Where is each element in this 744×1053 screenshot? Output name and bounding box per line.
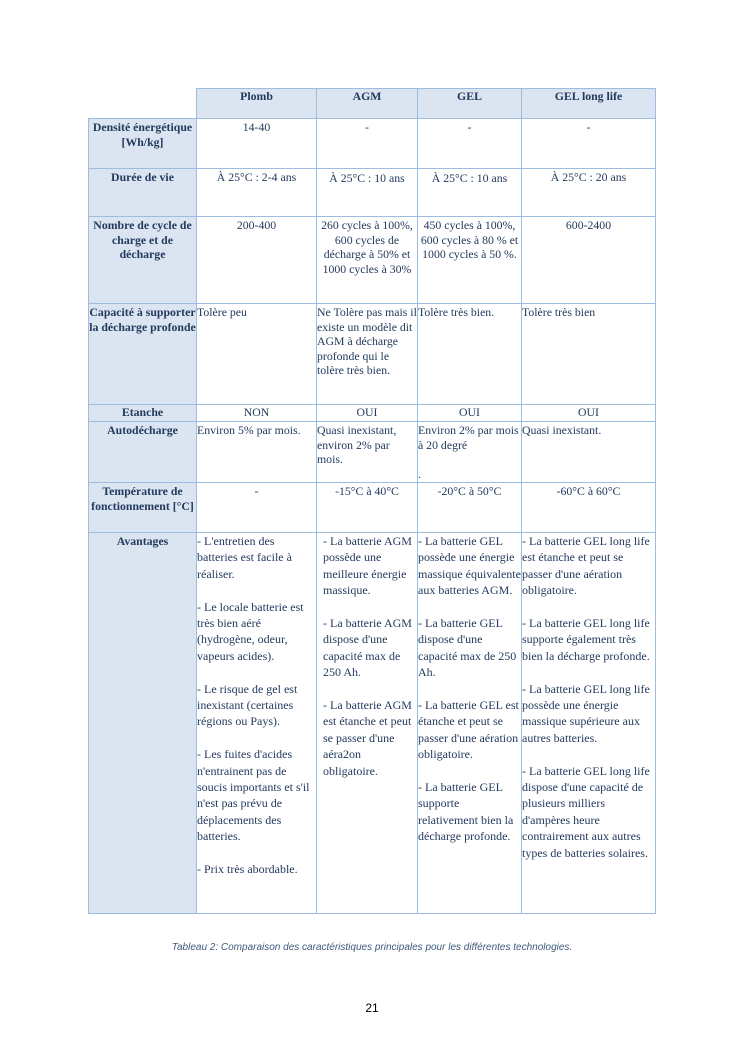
cell-capacite-plomb: Tolère peu — [197, 304, 317, 405]
row-capacite — [89, 304, 656, 405]
cell-etanche-gel: OUI — [418, 405, 522, 422]
cell-duree-agm: À 25°C : 10 ans — [317, 169, 418, 217]
row-label-capacite: Capacité à supporter la décharge profonde — [89, 304, 197, 405]
cell-capacite-gel: Tolère très bien. — [418, 304, 522, 405]
column-header-agm: AGM — [317, 89, 418, 119]
advantage-item: - Le risque de gel est inexistant (certaines régions ou Pays). — [197, 681, 298, 729]
column-header-plomb: Plomb — [197, 89, 317, 119]
advantage-item: - Prix très abordable. — [197, 862, 298, 877]
advantage-item: - La batterie AGM possède une meilleure énergie massique. — [323, 534, 412, 598]
row-temperature — [89, 483, 656, 533]
row-autodecharge — [89, 422, 656, 483]
cell-densite-gel-long-life: - — [522, 119, 656, 169]
cell-capacite-gel-long-life: Tolère très bien — [522, 304, 656, 405]
cell-avantages-agm — [317, 533, 418, 914]
advantage-item: - La batterie AGM dispose d'une capacité max de 250 Ah. — [323, 616, 412, 680]
row-label-etanche: Etanche — [89, 405, 197, 422]
advantage-item: - La batterie GEL dispose d'une capacité max de 250 Ah. — [418, 616, 517, 680]
column-header-gel: GEL — [418, 89, 522, 119]
cell-autodecharge-gel: Environ 2% par mois à 20 degré . — [418, 422, 522, 483]
cell-temperature-agm: -15°C à 40°C — [317, 483, 418, 533]
advantage-item: - Le locale batterie est très bien aéré (hydrogène, odeur, vapeurs acides). — [197, 599, 304, 663]
cell-duree-gel-long-life: À 25°C : 20 ans — [522, 169, 656, 217]
row-label-avantages: Avantages — [89, 533, 197, 914]
advantage-item: - La batterie GEL supporte relativement bien la décharge profonde. — [418, 780, 514, 844]
cell-avantages-plomb — [197, 533, 317, 914]
cell-densite-agm: - — [317, 119, 418, 169]
cell-duree-plomb: À 25°C : 2-4 ans — [197, 169, 317, 217]
cell-etanche-gel-long-life: OUI — [522, 405, 656, 422]
cell-temperature-gel: -20°C à 50°C — [418, 483, 522, 533]
cell-etanche-agm: OUI — [317, 405, 418, 422]
row-avantages — [89, 533, 656, 914]
row-duree — [89, 169, 656, 217]
cell-etanche-plomb: NON — [197, 405, 317, 422]
table-caption: Tableau 2: Comparaison des caractéristiques principales pour les différentes technologies. — [171, 942, 573, 953]
comparison-table — [88, 88, 656, 914]
advantage-item: - La batterie GEL long life est étanche et peut se passer d'une aération obligatoire. — [522, 534, 650, 598]
cell-temperature-gel-long-life: -60°C à 60°C — [522, 483, 656, 533]
advantage-item: - La batterie GEL long life supporte également très bien la décharge profonde. — [522, 616, 650, 663]
advantage-item: - La batterie GEL long life possède une énergie massique supérieure aux autres batteries. — [522, 681, 650, 745]
page-number: 21 — [365, 1001, 379, 1015]
advantage-item: - L'entretien des batteries est facile à réaliser. — [197, 534, 292, 581]
table-header-row — [89, 89, 656, 119]
cell-avantages-gel — [418, 533, 522, 914]
cell-densite-gel: - — [418, 119, 522, 169]
row-label-duree: Durée de vie — [89, 169, 197, 217]
cell-temperature-plomb: - — [197, 483, 317, 533]
advantage-item: - La batterie AGM est étanche et peut se passer d'une aéra2on obligatoire. — [323, 698, 412, 778]
advantage-item: - La batterie GEL est étanche et peut se passer d'une aération obligatoire. — [418, 698, 519, 762]
row-label-temperature: Température de fonctionnement [°C] — [89, 483, 197, 533]
cell-cycles-agm: 260 cycles à 100%, 600 cycles de décharge à 50% et 1000 cycles à 30% — [317, 217, 418, 304]
cell-avantages-gel-long-life — [522, 533, 656, 914]
row-etanche — [89, 405, 656, 422]
cell-cycles-gel-long-life: 600-2400 — [522, 217, 656, 304]
cell-densite-plomb: 14-40 — [197, 119, 317, 169]
advantage-item: - La batterie GEL long life dispose d'une capacité de plusieurs milliers d'ampères heure contrairement aux autres types de batteries solaires. — [522, 763, 650, 860]
cell-autodecharge-gel-long-life: Quasi inexistant. — [522, 422, 656, 483]
row-cycles — [89, 217, 656, 304]
cell-cycles-gel: 450 cycles à 100%, 600 cycles à 80 % et 1000 cycles à 50 %. — [418, 217, 522, 304]
column-header-gel-long-life: GEL long life — [522, 89, 656, 119]
cell-capacite-agm: Ne Tolère pas mais il existe un modèle dit AGM à décharge profonde qui le tolère très bien. — [317, 304, 418, 405]
cell-autodecharge-agm: Quasi inexistant, environ 2% par mois. — [317, 422, 418, 483]
cell-cycles-plomb: 200-400 — [197, 217, 317, 304]
row-densite — [89, 119, 656, 169]
table-corner-cell — [89, 89, 197, 119]
row-label-autodecharge: Autodécharge — [89, 422, 197, 483]
row-label-densite: Densité énergétique [Wh/kg] — [89, 119, 197, 169]
row-label-cycles: Nombre de cycle de charge et de décharge — [89, 217, 197, 304]
advantage-item: - Les fuites d'acides n'entrainent pas de soucis importants et s'il n'est pas prévu de déplacements des batteries. — [197, 747, 310, 844]
advantage-item: - La batterie GEL possède une énergie massique équivalente aux batteries AGM. — [418, 534, 521, 598]
cell-autodecharge-plomb: Environ 5% par mois. — [197, 422, 317, 483]
cell-duree-gel: À 25°C : 10 ans — [418, 169, 522, 217]
